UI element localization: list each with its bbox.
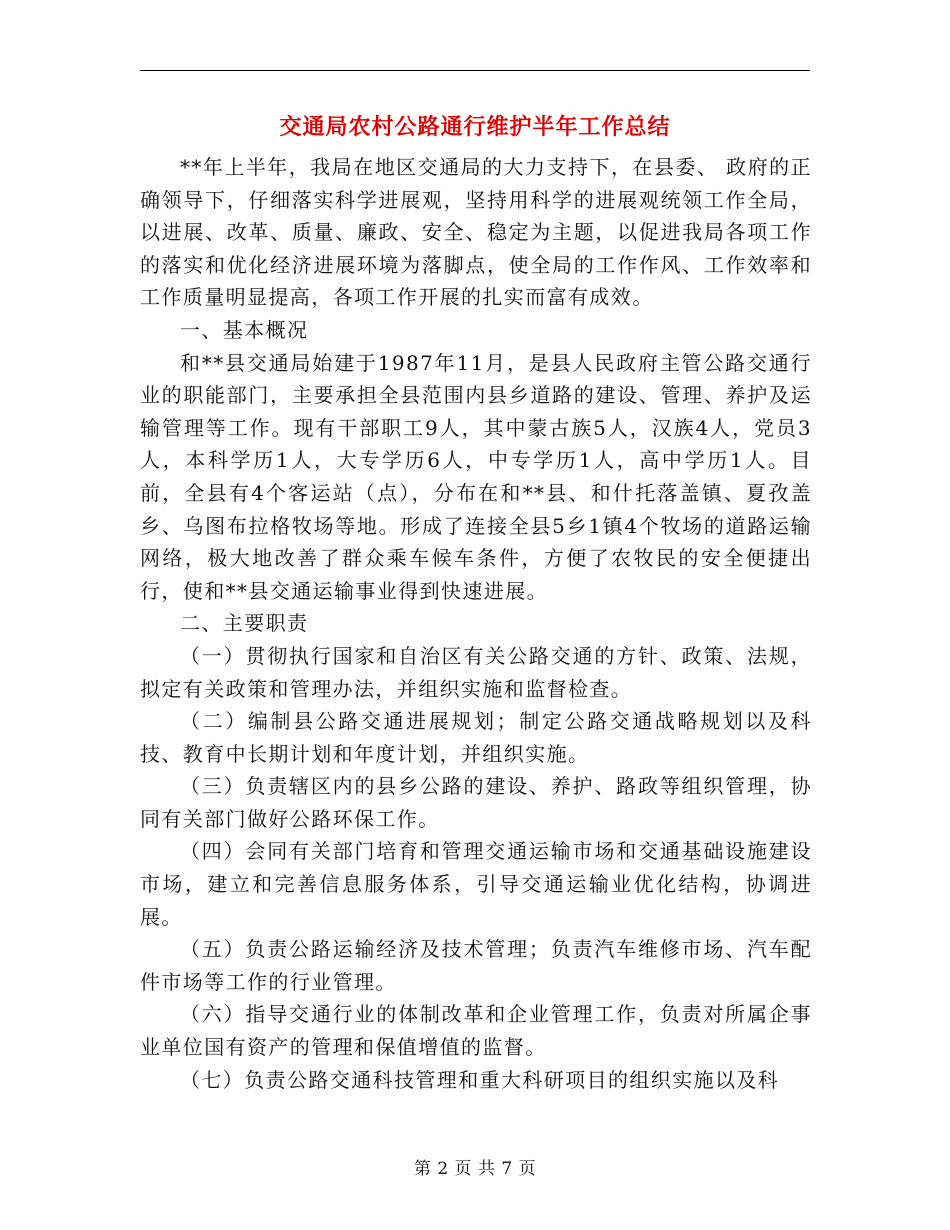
duty-item-3: （三）负责辖区内的县乡公路的建设、养护、路政等组织管理，协同有关部门做好公路环保工作。 <box>140 774 812 831</box>
page-number-footer: 第 2 页 共 7 页 <box>413 1159 537 1179</box>
duty-item-1: （一）贯彻执行国家和自治区有关公路交通的方针、政策、法规，拟定有关政策和管理办法，并组织实施和监督检查。 <box>140 643 812 701</box>
duty-item-6: （六）指导交通行业的体制改革和企业管理工作，负责对所属企事业单位国有资产的管理和保值增值的监督。 <box>140 1002 812 1060</box>
paragraph-overview: 和**县交通局始建于1987年11月，是县人民政府主管公路交通行业的职能部门，主要承担全县范围内县乡道路的建设、管理、养护及运输管理等工作。现有干部职工9人，其中蒙古族5人，汉族4人，党员3人，本科学历1人，大专学历6人，中专学历1人，高中学历1人。目前，全县有4个客运站（点），分布在和**县、和什托落盖镇、夏孜盖乡、乌图布拉格牧场等地。形成了连接全县5乡1镇4个牧场的道路运输网络，极大地改善了群众乘车候车条件，方便了农牧民的安全便捷出行，使和**县交通运输事业得到快速进展。 <box>140 350 812 603</box>
duty-item-5: （五）负责公路运输经济及技术管理；负责汽车维修市场、汽车配件市场等工作的行业管理。 <box>140 937 812 994</box>
heading-basic-overview: 一、基本概况 <box>180 317 309 342</box>
paragraph-intro: **年上半年，我局在地区交通局的大力支持下，在县委、 政府的正确领导下，仔细落实科学进展观，坚持用科学的进展观统领工作全局，以进展、改革、质量、廉政、安全、稳定为主题，以促进我局各项工作的落实和优化经济进展环境为落脚点，使全局的工作作风、工作效率和工作质量明显提高，各项工作开展的扎实而富有成效。 <box>140 155 812 310</box>
heading-main-duties: 二、主要职责 <box>180 611 309 636</box>
duty-item-4: （四）会同有关部门培育和管理交通运输市场和交通基础设施建设市场，建立和完善信息服务体系，引导交通运输业优化结构，协调进展。 <box>140 839 812 929</box>
duty-item-7: （七）负责公路交通科技管理和重大科研项目的组织实施以及科 <box>180 1067 780 1092</box>
document-body <box>140 151 812 1096</box>
header-rule <box>140 70 810 71</box>
duty-item-2: （二）编制县公路交通进展规划；制定公路交通战略规划以及科技、教育中长期计划和年度计划，并组织实施。 <box>140 709 812 766</box>
document-title: 交通局农村公路通行维护半年工作总结 <box>279 114 671 140</box>
